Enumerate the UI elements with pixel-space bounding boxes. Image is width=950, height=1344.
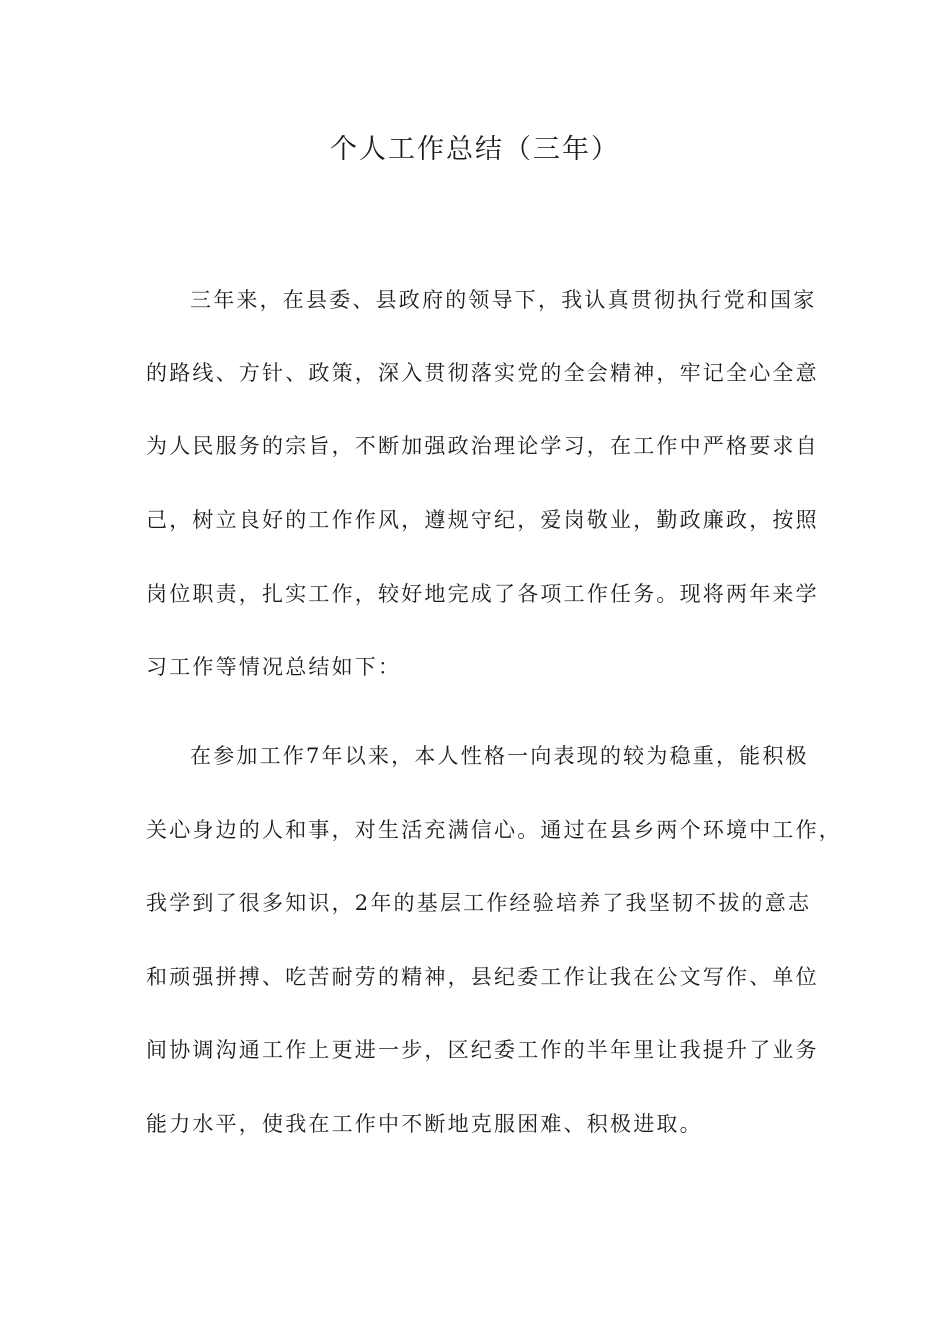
paragraph-line: 己，树立良好的工作作风，遵规守纪，爱岗敬业，勤政廉政，按照	[146, 508, 819, 532]
paragraph-line: 间协调沟通工作上更进一步，区纪委工作的半年里让我提升了业务	[146, 1038, 819, 1062]
document-title: 个人工作总结（三年）	[330, 134, 620, 165]
paragraph-line: 和顽强拼搏、吃苦耐劳的精神，县纪委工作让我在公文写作、单位	[146, 965, 819, 989]
paragraph-line: 习工作等情况总结如下：	[146, 655, 402, 679]
paragraph-line: 为人民服务的宗旨，不断加强政治理论学习，在工作中严格要求自	[146, 434, 819, 458]
paragraph-line: 我学到了很多知识，2年的基层工作经验培养了我坚韧不拔的意志	[146, 891, 812, 915]
paragraph-line: 在参加工作7年以来，本人性格一向表现的较为稳重，能积极	[190, 744, 809, 768]
paragraph-line: 三年来，在县委、县政府的领导下，我认真贯彻执行党和国家	[190, 288, 817, 312]
paragraph-line: 能力水平，使我在工作中不断地克服困难、积极进取。	[146, 1112, 703, 1136]
paragraph-line: 岗位职责，扎实工作，较好地完成了各项工作任务。现将两年来学	[146, 582, 819, 606]
paragraph-line: 关心身边的人和事，对生活充满信心。通过在县乡两个环境中工作，	[146, 818, 842, 842]
paragraph-line: 的路线、方针、政策，深入贯彻落实党的全会精神，牢记全心全意	[146, 361, 819, 385]
